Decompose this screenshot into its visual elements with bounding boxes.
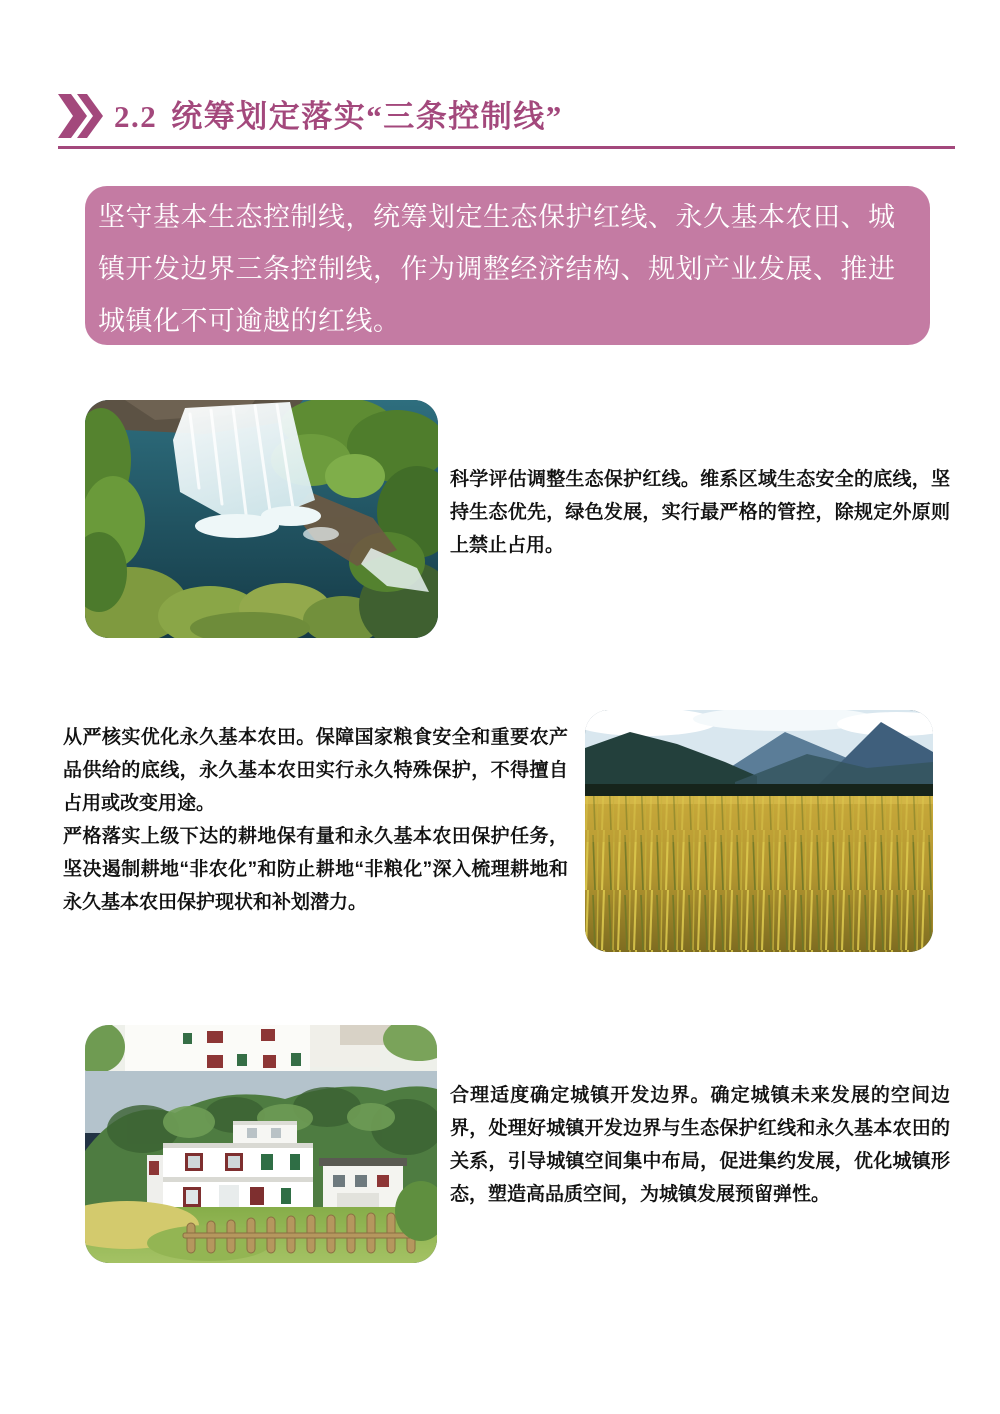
- section-title: 统筹划定落实“三条控制线”: [171, 99, 563, 134]
- paragraph: 合理适度确定城镇开发边界。确定城镇未来发展的空间边界，处理好城镇开发边界与生态保护红线和永久基本农田的关系，引导城镇空间集中布局，促进集约发展，优化城镇形态，塑造高品质空间，为城镇发展预留弹性。: [450, 1085, 950, 1205]
- rice-field-photo: [585, 710, 933, 952]
- paragraph: 从严核实优化永久基本农田。保障国家粮食安全和重要农产品供给的底线，永久基本农田实行永久特殊保护，不得擅自占用或改变用途。: [63, 727, 568, 814]
- heading-underline: [58, 146, 955, 149]
- intro-text: 坚守基本生态控制线，统筹划定生态保护红线、永久基本农田、城镇开发边界三条控制线，作为调整经济结构、规划产业发展、推进城镇化不可逾越的红线。: [98, 202, 896, 336]
- paragraph: 严格落实上级下达的耕地保有量和永久基本农田保护任务，坚决遏制耕地“非农化”和防止耕地“非粮化”深入梳理耕地和永久基本农田保护现状和补划潜力。: [63, 826, 568, 913]
- section-urban-boundary-text: [450, 1079, 950, 1211]
- section-number: 2.2: [114, 99, 158, 134]
- waterfall-aerial-photo: [85, 400, 438, 638]
- paragraph: 科学评估调整生态保护红线。维系区域生态安全的底线，坚持生态优先，绿色发展，实行最严格的管控，除规定外原则上禁止占用。: [450, 469, 950, 556]
- section-farmland-text: [63, 721, 568, 919]
- intro-highlight-box: [85, 186, 930, 345]
- section-heading: [114, 92, 954, 142]
- double-chevron-right-icon: [58, 93, 104, 139]
- village-photo: [85, 1025, 437, 1263]
- section-ecological-redline-text: [450, 463, 950, 562]
